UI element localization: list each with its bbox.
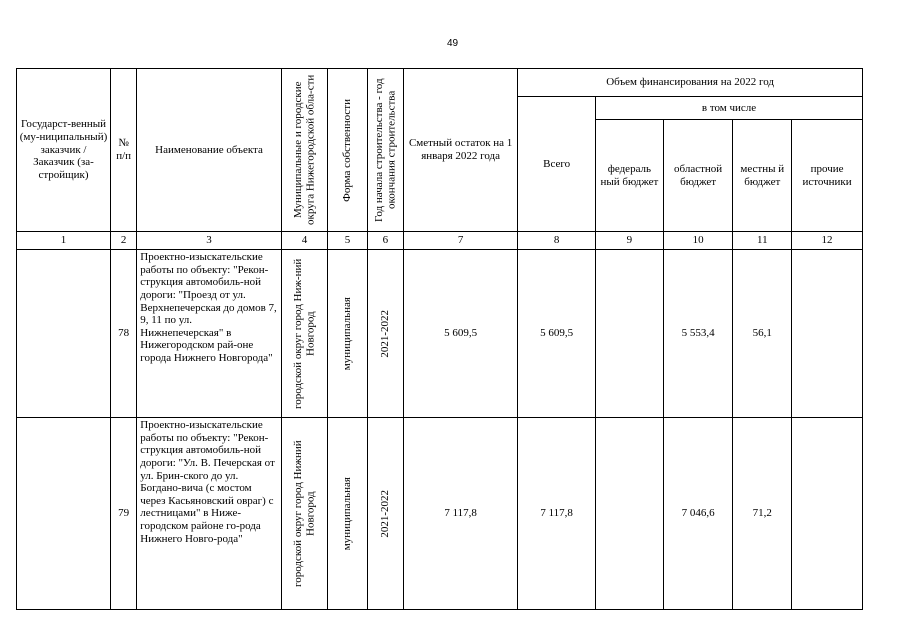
header-district-text: Муниципальные и городские округа Нижегородской обла-сти [291,74,317,226]
header-funding-2022: Объем финансирования на 2022 год [518,69,863,97]
row-ownership-text: муниципальная [341,476,354,551]
header-regional: областной бюджет [663,120,733,232]
col-index-12: 12 [792,232,863,250]
row-federal [596,250,664,418]
col-index-11: 11 [733,232,792,250]
header-federal: федераль ный бюджет [596,120,664,232]
header-remaining: Сметный остаток на 1 января 2022 года [404,69,518,232]
header-ownership-text: Форма собственности [341,98,354,202]
row-customer [17,418,111,610]
row-district [281,418,327,610]
row-years [367,250,403,418]
row-ownership-text: муниципальная [341,296,354,371]
col-index-7: 7 [404,232,518,250]
header-district [281,69,327,232]
row-other [792,418,863,610]
row-years-text: 2021-2022 [379,489,392,538]
col-index-6: 6 [367,232,403,250]
financing-table [16,68,863,610]
row-federal [596,418,664,610]
header-years-text: Год начала строительства - год окончания строительства [372,78,398,222]
table-row [17,250,863,418]
header-customer: Государст-венный (му-ниципальный) заказчик / Заказчик (за-стройщик) [17,69,111,232]
page-number: 49 [446,38,459,49]
header-other: прочие источники [792,120,863,232]
col-index-5: 5 [328,232,367,250]
col-index-8: 8 [518,232,596,250]
row-years-text: 2021-2022 [379,309,392,358]
row-object-name: Проектно-изыскательские работы по объекту: "Рекон-струкция автомобиль-ной дороги: "Проезд от ул. Верхнепечерская до домов 7, 9, 11 по ул. Нижнепечерская" в Нижегородском рай-оне города Нижнего Новгорода" [137,250,282,418]
row-ownership [328,418,367,610]
table-row [17,418,863,610]
row-ownership [328,250,367,418]
col-index-2: 2 [110,232,136,250]
row-total: 5 609,5 [518,250,596,418]
header-object-name: Наименование объекта [137,69,282,232]
row-local: 71,2 [733,418,792,610]
row-total: 7 117,8 [518,418,596,610]
header-total: Всего [518,97,596,232]
row-district [281,250,327,418]
col-index-1: 1 [17,232,111,250]
row-object-name: Проектно-изыскательские работы по объекту: "Рекон-струкция автомобиль-ной дороги: "Ул. В. Печерская от ул. Брин-ского до ул. Богдано-вича (с мостом через Касьяновский овраг) с лестницами" в Ниже-городском районе го-рода Нижнего Новго-рода" [137,418,282,610]
col-index-4: 4 [281,232,327,250]
row-num: 79 [110,418,136,610]
header-including: в том числе [596,97,863,120]
row-district-text: городской округ город Нижний Новгород [291,440,317,587]
row-local: 56,1 [733,250,792,418]
row-district-text: городской округ город Ниж-ний Новгород [291,258,317,409]
row-years [367,418,403,610]
row-remaining: 7 117,8 [404,418,518,610]
row-num: 78 [110,250,136,418]
col-index-10: 10 [663,232,733,250]
header-row-1 [17,69,863,97]
header-local: местны й бюджет [733,120,792,232]
col-index-3: 3 [137,232,282,250]
header-years [367,69,403,232]
column-index-row [17,232,863,250]
row-remaining: 5 609,5 [404,250,518,418]
row-regional: 7 046,6 [663,418,733,610]
row-other [792,250,863,418]
col-index-9: 9 [596,232,664,250]
header-ownership [328,69,367,232]
row-regional: 5 553,4 [663,250,733,418]
header-num: № п/п [110,69,136,232]
row-customer [17,250,111,418]
